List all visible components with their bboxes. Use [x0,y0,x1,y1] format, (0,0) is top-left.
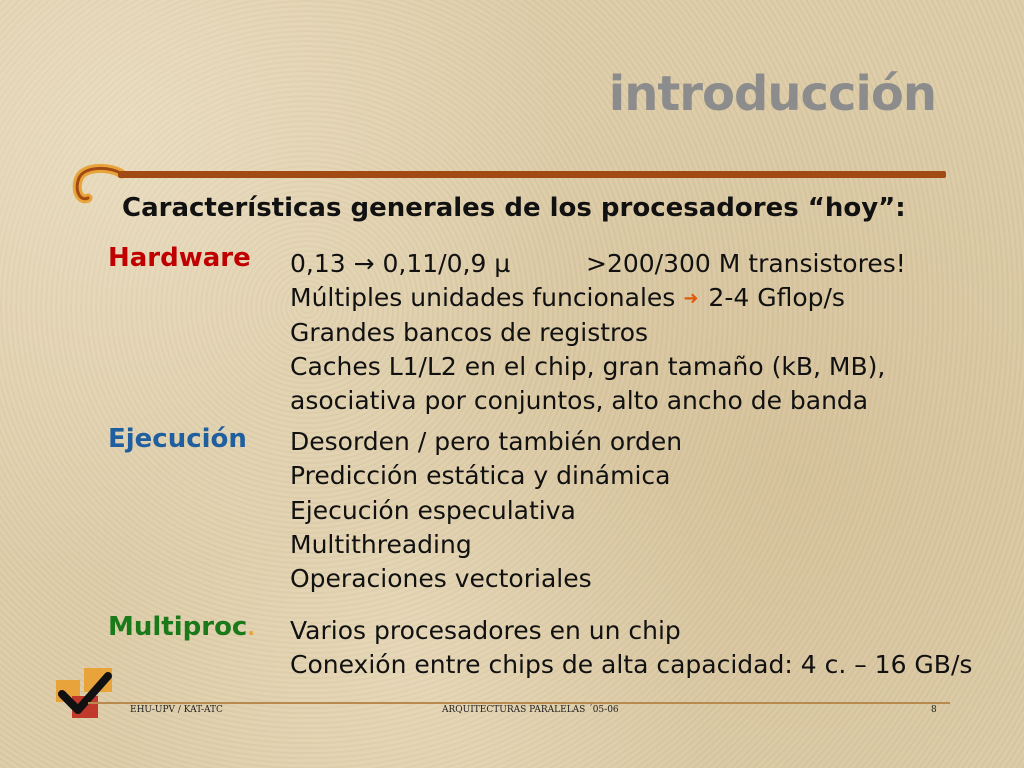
list-item: asociativa por conjuntos, alto ancho de banda [290,386,869,416]
multiproc-label-text: Multiproc [108,612,248,642]
checkmark-squares-icon [52,666,118,722]
hardware-line-2-after: 2-4 Gflop/s [708,283,845,313]
footer-rule [88,702,950,704]
section-label-ejecucion: Ejecución [108,424,247,454]
page-number: 8 [931,705,937,715]
title-rule [118,171,946,178]
list-item: Operaciones vectoriales [290,564,592,594]
list-item: Conexión entre chips de alta capacidad: 4 c. – 16 GB/s [290,650,973,680]
list-item: Grandes bancos de registros [290,317,649,347]
list-item [290,247,906,281]
footer-left: EHU-UPV / KAT-ATC [130,705,223,715]
hardware-line-1: 0,13 → 0,11/0,9 µ [290,249,511,278]
hardware-line-2-before: Múltiples unidades funcionales [290,283,676,313]
hardware-lines [290,247,906,418]
list-item [290,281,885,315]
slide-subtitle: Características generales de los procesadores “hoy”: [122,193,906,223]
list-item: Predicción estática y dinámica [290,461,671,491]
list-item: Desorden / pero también orden [290,427,683,456]
list-item: Varios procesadores en un chip [290,616,681,645]
slide-title: introducción [608,66,936,122]
section-label-multiproc [108,612,255,642]
hardware-line-1-tab: >200/300 M transistores! [586,249,906,278]
list-item: Ejecución especulativa [290,495,576,525]
section-label-hardware: Hardware [108,243,251,273]
list-item: Multithreading [290,529,472,559]
multiproc-lines [290,614,972,683]
list-item: Caches L1/L2 en el chip, gran tamaño (kB, MB), [290,351,886,381]
multiproc-label-suffix: . [247,616,255,640]
footer-center: ARQUITECTURAS PARALELAS ´05-06 [442,705,619,715]
arrow-right-icon: ➜ [683,288,699,310]
ejecucion-lines [290,425,682,596]
hook-icon [70,160,126,210]
